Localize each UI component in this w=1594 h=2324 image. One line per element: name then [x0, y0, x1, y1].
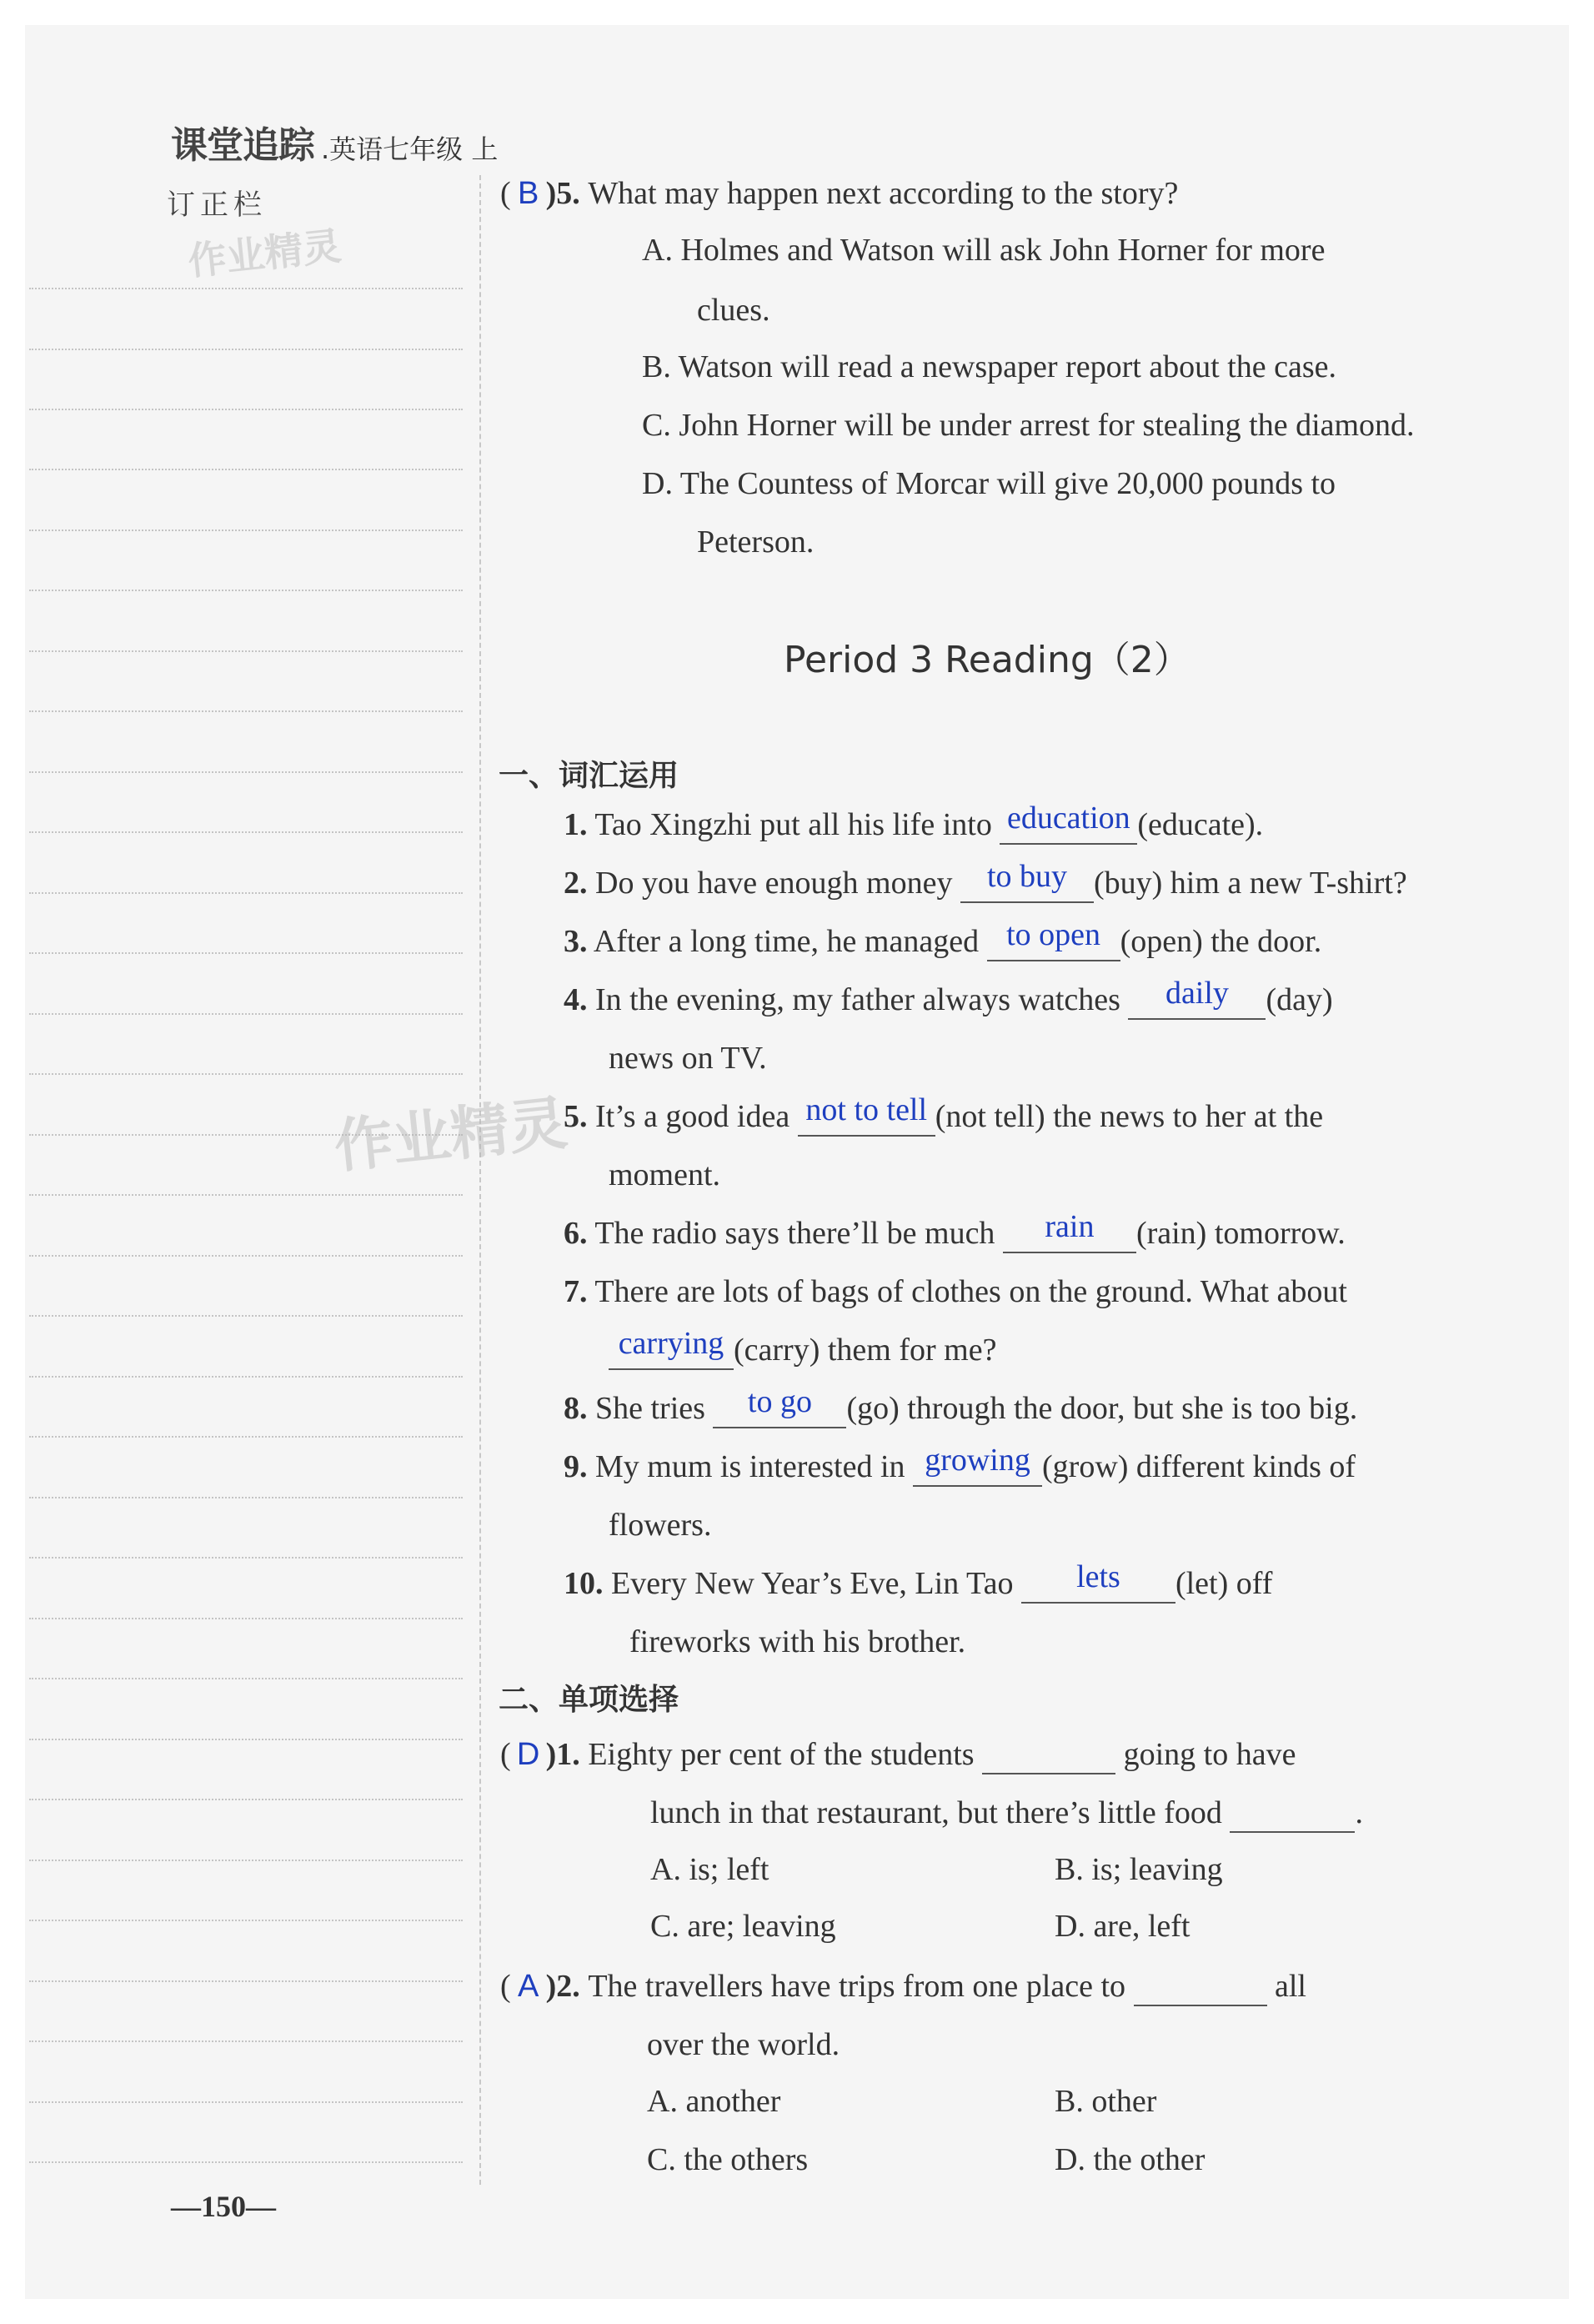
ruled-line	[29, 1194, 463, 1196]
answer-text: not to tell	[805, 1092, 928, 1127]
choice-question-2-cont: over the world.	[647, 2027, 840, 2062]
choice-question-2: ( A )2. The travellers have trips from one place to all	[500, 1966, 1306, 2006]
item-number: 3.	[564, 924, 588, 959]
ruled-line	[29, 469, 463, 470]
option-a: A. Holmes and Watson will ask John Horner for more	[642, 233, 1326, 268]
option-d: D. the other	[1055, 2142, 1206, 2177]
item-hint: (carry) them for me?	[734, 1333, 997, 1368]
vocab-item	[564, 976, 1333, 1020]
item-number: 8.	[564, 1391, 588, 1426]
vocab-item	[564, 1559, 1273, 1604]
ruled-line	[29, 1436, 463, 1438]
item-number: 9.	[564, 1449, 588, 1484]
ruled-line	[29, 1739, 463, 1740]
vocab-item	[564, 1384, 1358, 1428]
option-b: B. Watson will read a newspaper report about the case.	[642, 349, 1337, 384]
ruled-line	[29, 771, 463, 773]
option-b: B. is; leaving	[1055, 1852, 1223, 1887]
vocab-item	[564, 801, 1264, 845]
ruled-line	[29, 952, 463, 954]
answer-text: to open	[1006, 917, 1101, 952]
ruled-line	[29, 2040, 463, 2042]
choice-question-1: ( D )1. Eighty per cent of the students going to have	[500, 1734, 1296, 1774]
option-d: D. are, left	[1055, 1909, 1190, 1944]
question-number: )5.	[545, 176, 580, 211]
option-a: A. another	[647, 2084, 781, 2119]
blank-line	[1230, 1798, 1355, 1833]
ruled-line	[29, 1980, 463, 1982]
answer-letter: B	[517, 176, 539, 211]
item-text: Tao Xingzhi put all his life into	[594, 807, 1000, 842]
vocab-item	[564, 1272, 1347, 1312]
answer-letter: A	[517, 1969, 539, 2004]
vocab-item-cont: news on TV.	[609, 1041, 767, 1076]
item-hint: (day)	[1266, 982, 1333, 1017]
answer-text: carrying	[618, 1326, 724, 1361]
answer-blank[interactable]	[713, 1384, 846, 1428]
option-b: B. other	[1055, 2084, 1157, 2119]
ruled-line	[29, 1073, 463, 1075]
vocab-item-cont	[609, 1326, 997, 1370]
answer-text: to go	[747, 1384, 812, 1419]
answer-blank[interactable]	[798, 1092, 935, 1137]
question-text: Eighty per cent of the students	[588, 1737, 975, 1772]
ruled-line	[29, 1497, 463, 1498]
answer-text: daily	[1165, 976, 1229, 1011]
answer-blank[interactable]	[913, 1443, 1042, 1487]
ruled-line	[29, 1255, 463, 1257]
ruled-line	[29, 2161, 463, 2163]
section-vocabulary-title: 一、词汇运用	[499, 759, 679, 793]
item-text: There are lots of bags of clothes on the ground. What about	[594, 1274, 1347, 1309]
ruled-line	[29, 1860, 463, 1861]
ruled-line	[29, 530, 463, 531]
ruled-line	[29, 1315, 463, 1317]
item-number: 4.	[564, 982, 588, 1017]
item-number: 10.	[564, 1566, 604, 1601]
answer-blank[interactable]	[1003, 1209, 1136, 1253]
answer-blank[interactable]	[1021, 1559, 1175, 1604]
item-number: 1.	[564, 807, 588, 842]
question-text: The travellers have trips from one place to	[588, 1969, 1125, 2004]
item-number: 5.	[564, 1099, 588, 1134]
answer-text: to buy	[986, 859, 1067, 894]
question-text: going to have	[1123, 1737, 1296, 1772]
item-text: In the evening, my father always watches	[595, 982, 1129, 1017]
brand-logo: 课堂追踪	[171, 124, 314, 167]
item-hint: (grow) different kinds of	[1042, 1449, 1356, 1484]
book-subtitle: .英语七年级 上	[321, 133, 499, 165]
answer-blank[interactable]	[987, 917, 1120, 961]
ruled-line	[29, 590, 463, 591]
question-text: .	[1355, 1795, 1363, 1830]
item-text: After a long time, he managed	[593, 924, 987, 959]
vocab-item	[564, 859, 1407, 903]
vocab-item	[564, 1092, 1324, 1137]
vocab-item	[564, 917, 1322, 961]
ruled-line	[29, 1618, 463, 1619]
section-choice-title: 二、单项选择	[499, 1683, 679, 1717]
ruled-line	[29, 831, 463, 833]
item-text: Every New Year’s Eve, Lin Tao	[611, 1566, 1021, 1601]
option-d: D. The Countess of Morcar will give 20,000 pounds to	[642, 466, 1336, 501]
answer-blank[interactable]	[1128, 976, 1266, 1020]
item-number: 2.	[564, 866, 588, 901]
ruled-line	[29, 1920, 463, 1921]
column-divider	[479, 175, 481, 2185]
ruled-line	[29, 1799, 463, 1800]
item-hint: (go) through the door, but she is too big.	[846, 1391, 1358, 1426]
page-number: —150—	[171, 2190, 276, 2223]
question-number: )1.	[545, 1737, 580, 1772]
vocab-item-cont: moment.	[609, 1157, 721, 1192]
item-text: Do you have enough money	[595, 866, 960, 901]
ruled-line	[29, 892, 463, 894]
sidebar-watermark: 作业精灵	[185, 223, 343, 284]
answer-blank[interactable]	[1000, 801, 1137, 845]
vocab-item-cont: flowers.	[609, 1508, 712, 1543]
question-5-stem: ( B )5. What may happen next according to the story?	[500, 173, 1178, 213]
period-title: Period 3 Reading（2）	[784, 639, 1190, 681]
ruled-line	[29, 1557, 463, 1559]
item-hint: (rain) tomorrow.	[1135, 1216, 1346, 1251]
center-watermark: 作业精灵	[331, 1088, 571, 1182]
ruled-line	[29, 1376, 463, 1378]
ruled-line	[29, 710, 463, 712]
item-hint: (open) the door.	[1120, 924, 1322, 959]
blank-line	[982, 1739, 1115, 1774]
vocab-item	[564, 1443, 1356, 1487]
question-stem: What may happen next according to the story?	[588, 176, 1179, 211]
vocab-item-cont: fireworks with his brother.	[629, 1624, 966, 1659]
ruled-line	[29, 288, 463, 289]
answer-text: growing	[925, 1443, 1030, 1478]
question-text: lunch in that restaurant, but there’s little food	[650, 1795, 1222, 1830]
vocab-item	[564, 1209, 1346, 1253]
item-hint: (educate).	[1137, 807, 1264, 842]
question-text: all	[1275, 1969, 1306, 2004]
item-text: It’s a good idea	[595, 1099, 798, 1134]
item-hint: (not tell) the news to her at the	[935, 1099, 1324, 1134]
item-text: My mum is interested in	[595, 1449, 914, 1484]
option-a: A. is; left	[650, 1852, 769, 1887]
option-a-cont: clues.	[697, 293, 770, 328]
item-number: 6.	[564, 1216, 588, 1251]
ruled-line	[29, 1013, 463, 1015]
option-c: C. John Horner will be under arrest for stealing the diamond.	[642, 408, 1415, 443]
correction-column-title: 订正栏	[167, 188, 267, 222]
answer-blank[interactable]	[960, 859, 1094, 903]
item-number: 7.	[564, 1274, 588, 1309]
option-c: C. are; leaving	[650, 1909, 836, 1944]
item-text: The radio says there’ll be much	[594, 1216, 1003, 1251]
item-text: She tries	[595, 1391, 714, 1426]
ruled-line	[29, 409, 463, 410]
ruled-line	[29, 349, 463, 350]
option-c: C. the others	[647, 2142, 809, 2177]
answer-text: lets	[1076, 1559, 1120, 1594]
choice-question-1-cont	[650, 1793, 1363, 1833]
page-header	[171, 110, 498, 168]
ruled-line	[29, 1678, 463, 1679]
answer-text: education	[1006, 801, 1130, 836]
ruled-line	[29, 2101, 463, 2103]
option-d-cont: Peterson.	[697, 525, 815, 560]
question-number: )2.	[545, 1969, 580, 2004]
ruled-line	[29, 650, 463, 652]
item-hint: (let) off	[1175, 1566, 1273, 1601]
blank-line	[1134, 1971, 1267, 2006]
item-hint: (buy) him a new T-shirt?	[1093, 866, 1407, 901]
answer-blank[interactable]	[609, 1326, 734, 1370]
answer-letter: D	[516, 1737, 540, 1772]
answer-text: rain	[1045, 1209, 1095, 1244]
